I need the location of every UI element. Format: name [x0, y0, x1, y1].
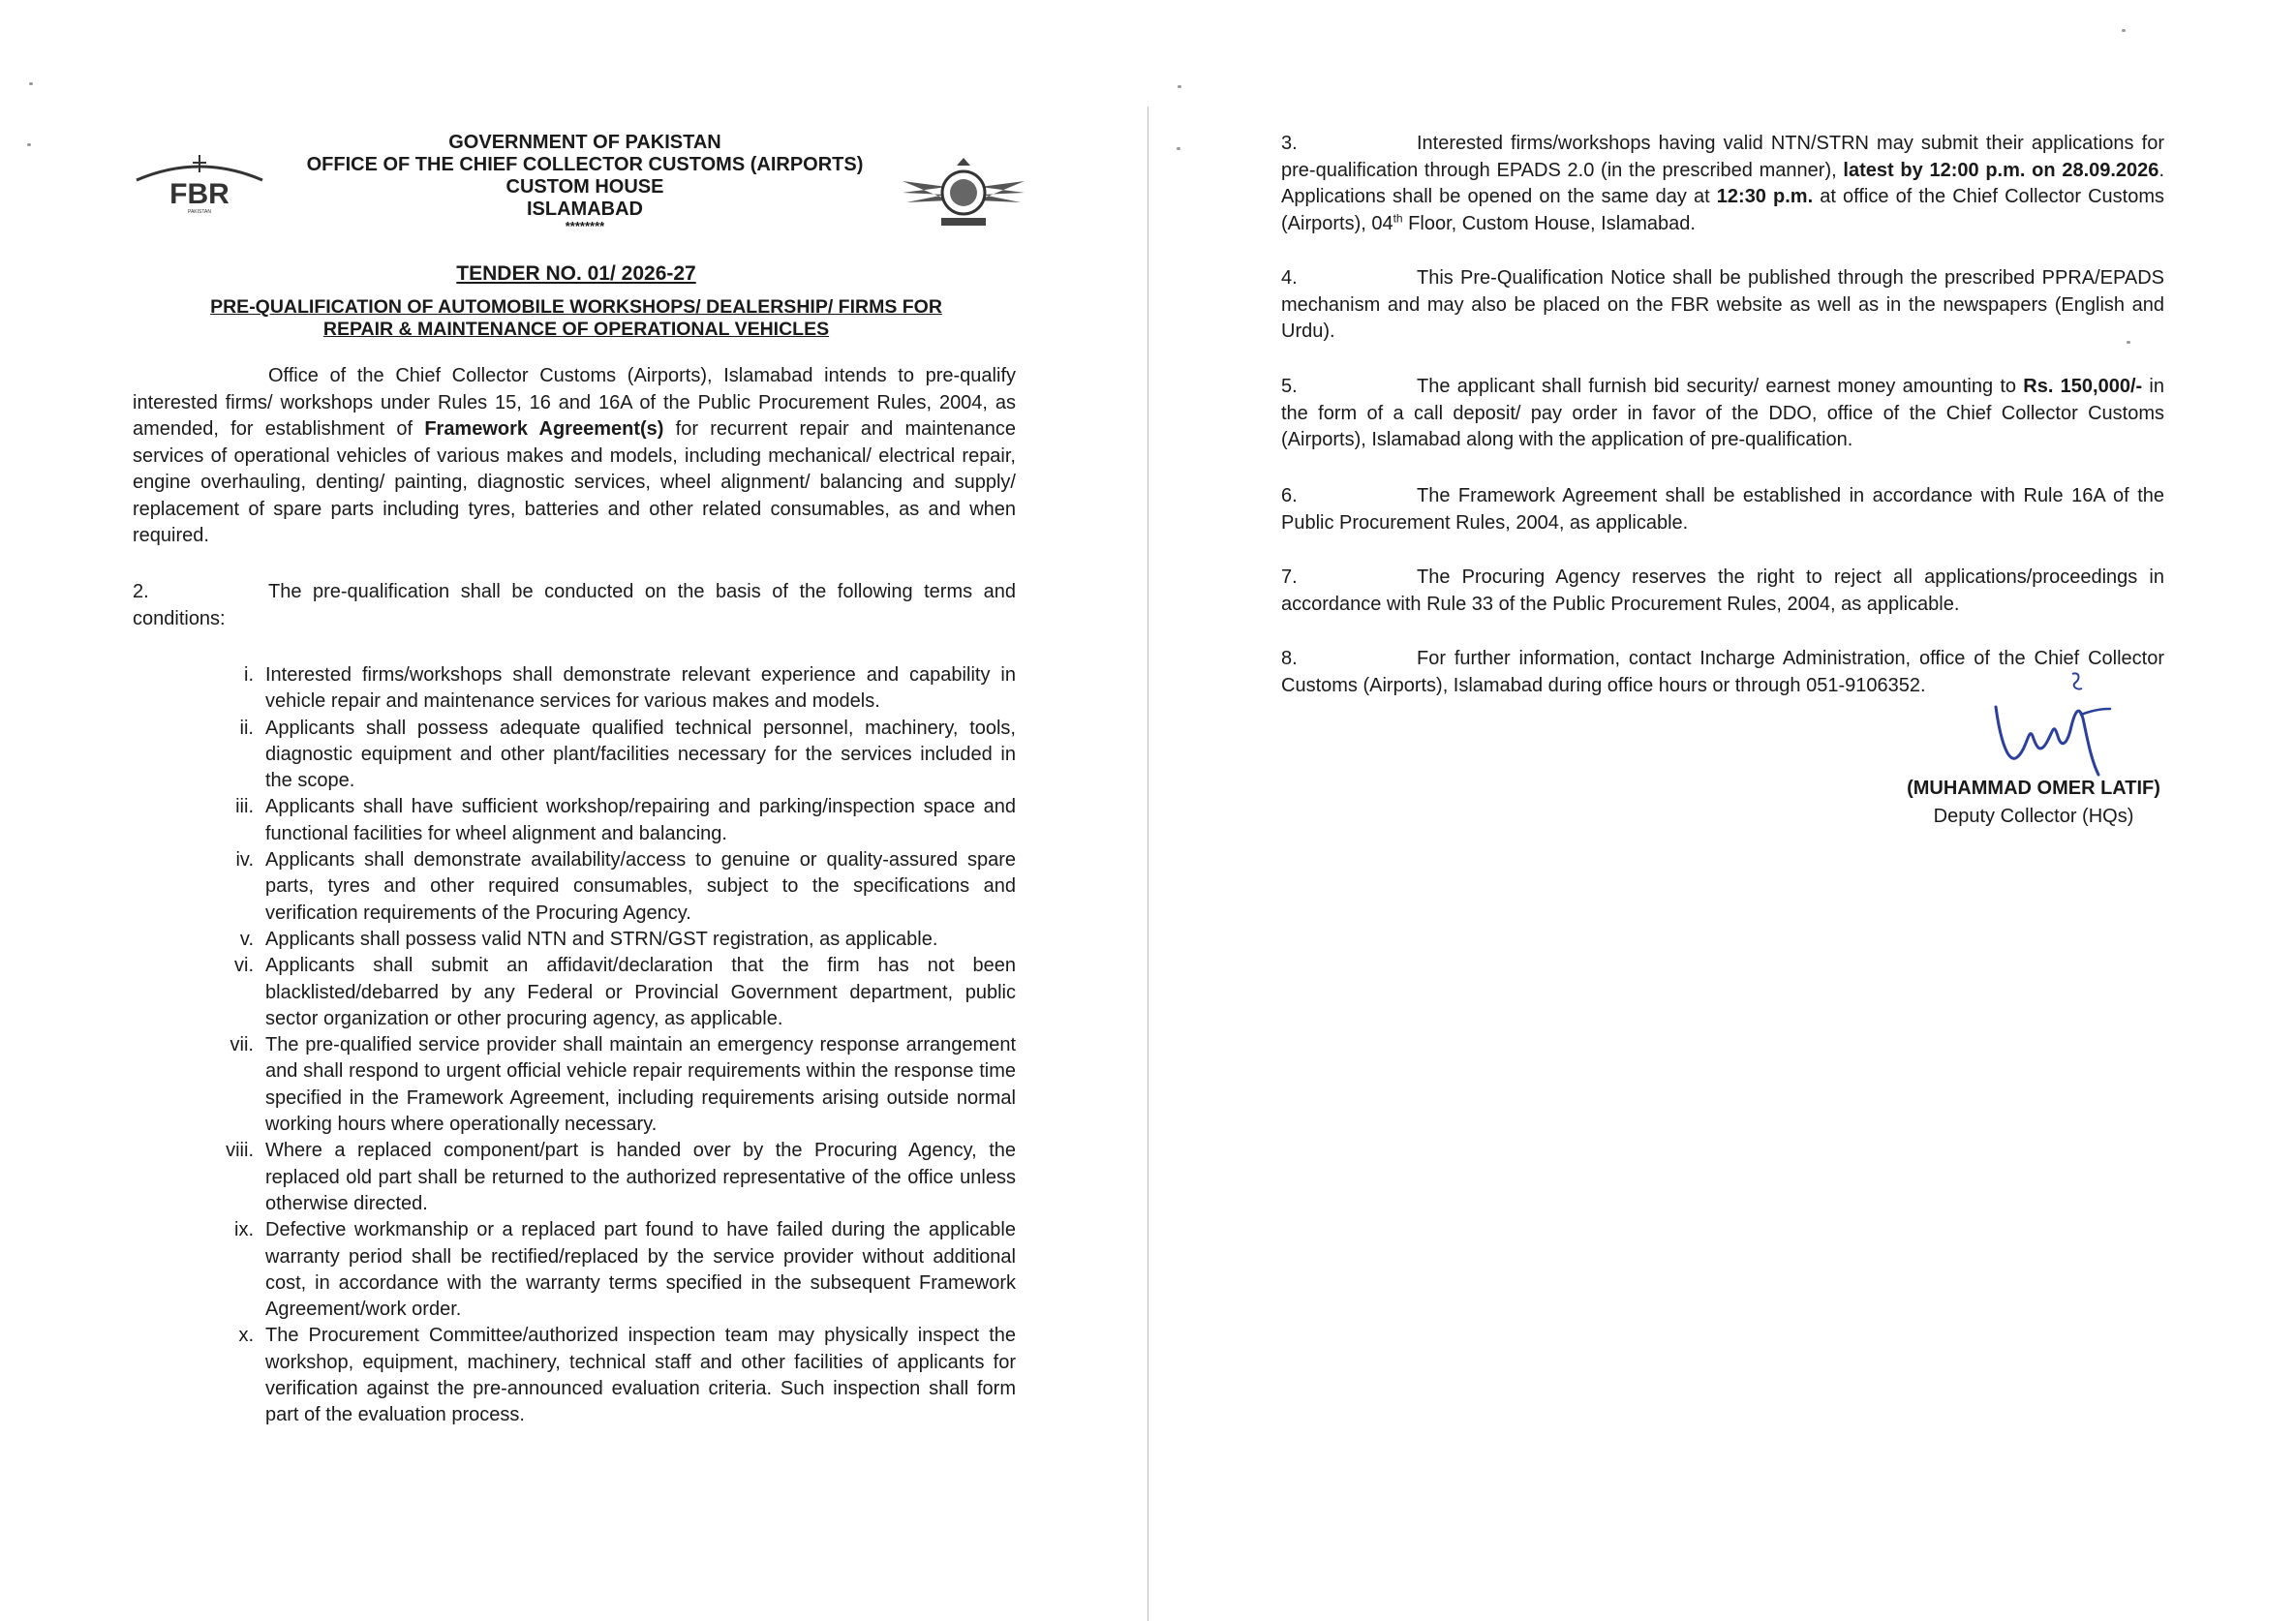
paragraph-text: This Pre-Qualification Notice shall be published through the prescribed PPRA/EPADS mechanism and may also be placed on the FBR website as well as in the newspapers (English and Urdu). — [1281, 267, 2164, 342]
letterhead-line-3: CUSTOM HOUSE — [505, 176, 664, 198]
letterhead-line-4: ISLAMABAD — [527, 199, 643, 220]
condition-number: ii. — [239, 717, 254, 739]
scan-speck — [27, 143, 31, 146]
logo-subtext: PAKISTAN — [188, 209, 211, 215]
condition-text: Where a replaced component/part is handed over by the Procuring Agency, the replaced old part shall be returned to the authorized representative of the office unless otherwise directed. — [265, 1140, 1016, 1214]
letterhead-stars: ******** — [565, 219, 605, 233]
notice-subject — [145, 296, 1007, 341]
paragraph-6 — [1281, 483, 2164, 536]
paragraph-text: The pre-qualification shall be conducted on the basis of the following terms and conditions: — [133, 581, 1016, 629]
intro-text-1: Office of the Chief Collector Customs (Airports), Islamabad intends to pre-qualify interested firms/ workshops under Rules 15, 16 and 16A of the Public Procurement Rules, 2004, as amended, for establishment of — [133, 365, 1016, 440]
scan-speck — [29, 82, 33, 85]
para5-amount: Rs. 150,000/- — [2023, 376, 2143, 397]
paragraph-7 — [1281, 565, 2164, 618]
condition-item — [203, 662, 1016, 716]
paragraph-number: 2. — [133, 581, 149, 602]
scan-speck — [2122, 29, 2126, 32]
letterhead — [281, 132, 889, 232]
condition-number: iv. — [235, 849, 254, 872]
condition-text: The pre-qualified service provider shall maintain an emergency response arrangement and shall respond to urgent official vehicle repair requirements within the response time specified in the Framework Agreement, including requirements arising outside normal working hours where operationally necessary. — [265, 1034, 1016, 1136]
para3-opening-time: 12:30 p.m. — [1716, 186, 1814, 207]
paragraph-text: The Framework Agreement shall be established in accordance with Rule 16A of the Public Procurement Rules, 2004, as applicable. — [1281, 485, 2164, 534]
subject-line-2: REPAIR & MAINTENANCE OF OPERATIONAL VEHICLES — [322, 319, 830, 340]
condition-number: ix. — [234, 1219, 254, 1241]
paragraph-number: 4. — [1281, 267, 1298, 289]
para5-text-1: The applicant shall furnish bid security/ earnest money amounting to — [1417, 376, 2024, 397]
signatory-name: (MUHAMMAD OMER LATIF) — [1907, 778, 2160, 799]
para3-text-3: at office of the Chief Collector Customs (Airports), 04 — [1281, 186, 2164, 234]
paragraph-2 — [133, 579, 1016, 632]
condition-text: Applicants shall possess valid NTN and STRN/GST registration, as applicable. — [265, 928, 938, 950]
condition-item — [203, 716, 1016, 795]
para3-text-1: Interested firms/workshops having valid NTN/STRN may submit their applications for pre-qualification through EPADS 2.0 (in the prescribed manner), — [1281, 133, 2164, 181]
condition-number: iii. — [235, 796, 254, 818]
condition-text: Defective workmanship or a replaced part found to have failed during the applicable warranty period shall be rectified/replaced by the service provider without additional cost, in accordance with the warranty terms specified in the subsequent Framework Agreement/work order. — [265, 1219, 1016, 1321]
condition-item — [203, 1217, 1016, 1323]
para3-text-4: Floor, Custom House, Islamabad. — [1402, 212, 1696, 234]
scan-speck — [1178, 85, 1181, 88]
conditions-list — [203, 662, 1016, 1429]
paragraph-number: 8. — [1281, 648, 1298, 669]
condition-text: Applicants shall have sufficient workshop/repairing and parking/inspection space and functional facilities for wheel alignment and balancing. — [265, 796, 1016, 844]
paragraph-3 — [1281, 131, 2164, 237]
condition-number: vi. — [234, 955, 254, 977]
condition-number: v. — [239, 928, 254, 950]
paragraph-4 — [1281, 265, 2164, 346]
paragraph-number: 3. — [1281, 133, 1298, 154]
para3-superscript: th — [1393, 210, 1403, 225]
scan-speck — [1177, 147, 1180, 150]
paragraph-number: 6. — [1281, 485, 1298, 506]
condition-number: vii. — [230, 1034, 254, 1056]
paragraph-number: 5. — [1281, 376, 1298, 397]
para3-deadline: latest by 12:00 p.m. on 28.09.2026 — [1843, 159, 2159, 181]
condition-item — [203, 1138, 1016, 1217]
subject-line-1: PRE-QUALIFICATION OF AUTOMOBILE WORKSHOPS/ DEALERSHIP/ FIRMS FOR — [210, 296, 942, 318]
condition-number: i. — [244, 664, 254, 686]
intro-bold: Framework Agreement(s) — [424, 418, 664, 440]
handwritten-signature — [1990, 697, 2116, 784]
letterhead-line-1: GOVERNMENT OF PAKISTAN — [448, 132, 721, 153]
logo-text: FBR — [169, 178, 230, 210]
condition-text: Applicants shall possess adequate qualified technical personnel, machinery, tools, diagnostic equipment and other plant/facilities necessary for the services included in the scope. — [265, 717, 1016, 792]
condition-item — [203, 1323, 1016, 1428]
condition-item — [203, 927, 1016, 953]
initial-mark — [2069, 671, 2085, 692]
condition-number: x. — [238, 1325, 254, 1347]
customs-emblem-icon — [899, 158, 1028, 233]
signatory-title: Deputy Collector (HQs) — [1933, 806, 2134, 827]
paragraph-text: For further information, contact Incharge Administration, office of the Chief Collector Customs (Airports), Islamabad during office hours or through 051-9106352. — [1281, 648, 2164, 696]
condition-number: viii. — [226, 1140, 254, 1162]
condition-text: Applicants shall demonstrate availability/access to genuine or quality-assured spare parts, tyres and other required consumables, subject to the specifications and verification requirements of the Procuring Agency. — [265, 849, 1016, 924]
condition-item — [203, 1032, 1016, 1138]
condition-item — [203, 847, 1016, 927]
condition-item — [203, 953, 1016, 1032]
paragraph-text: The Procuring Agency reserves the right to reject all applications/proceedings in accordance with Rule 33 of the Public Procurement Rules, 2004, as applicable. — [1281, 566, 2164, 615]
paragraph-number: 7. — [1281, 566, 1298, 588]
fbr-logo-icon — [133, 151, 266, 215]
para5-text-2: in the form of a call deposit/ pay order in favor of the DDO, office of the Chief Collector Customs (Airports), Islamabad along with the application of pre-qualification. — [1281, 376, 2164, 450]
condition-text: Interested firms/workshops shall demonstrate relevant experience and capability in vehicle repair and maintenance services for various makes and models. — [265, 664, 1016, 713]
tender-number: TENDER NO. 01/ 2026-27 — [456, 262, 696, 285]
condition-text: The Procurement Committee/authorized inspection team may physically inspect the workshop, equipment, machinery, technical staff and other facilities of applicants for verification against the pre-announced evaluation criteria. Such inspection shall form part of the evaluation process. — [265, 1325, 1016, 1426]
letterhead-line-2: OFFICE OF THE CHIEF COLLECTOR CUSTOMS (AIRPORTS) — [306, 154, 864, 175]
intro-text-2: for recurrent repair and maintenance services of operational vehicles of various makes and models, including mechanical/ electrical repair, engine overhauling, denting/ painting, diagnostic services, wheel alignment/ balancing and supply/ replacement of spare parts including tyres, batteries and other related consumables, as and when required. — [133, 418, 1016, 546]
para3-text-2: . Applications shall be opened on the same day at — [1281, 159, 2164, 207]
paragraph-8 — [1281, 646, 2164, 699]
intro-paragraph — [133, 363, 1016, 550]
paragraph-5 — [1281, 374, 2164, 454]
condition-text: Applicants shall submit an affidavit/declaration that the firm has not been blacklisted/debarred by any Federal or Provincial Government department, public sector organization or other procuring agency, as applicable. — [265, 955, 1016, 1029]
condition-item — [203, 794, 1016, 847]
